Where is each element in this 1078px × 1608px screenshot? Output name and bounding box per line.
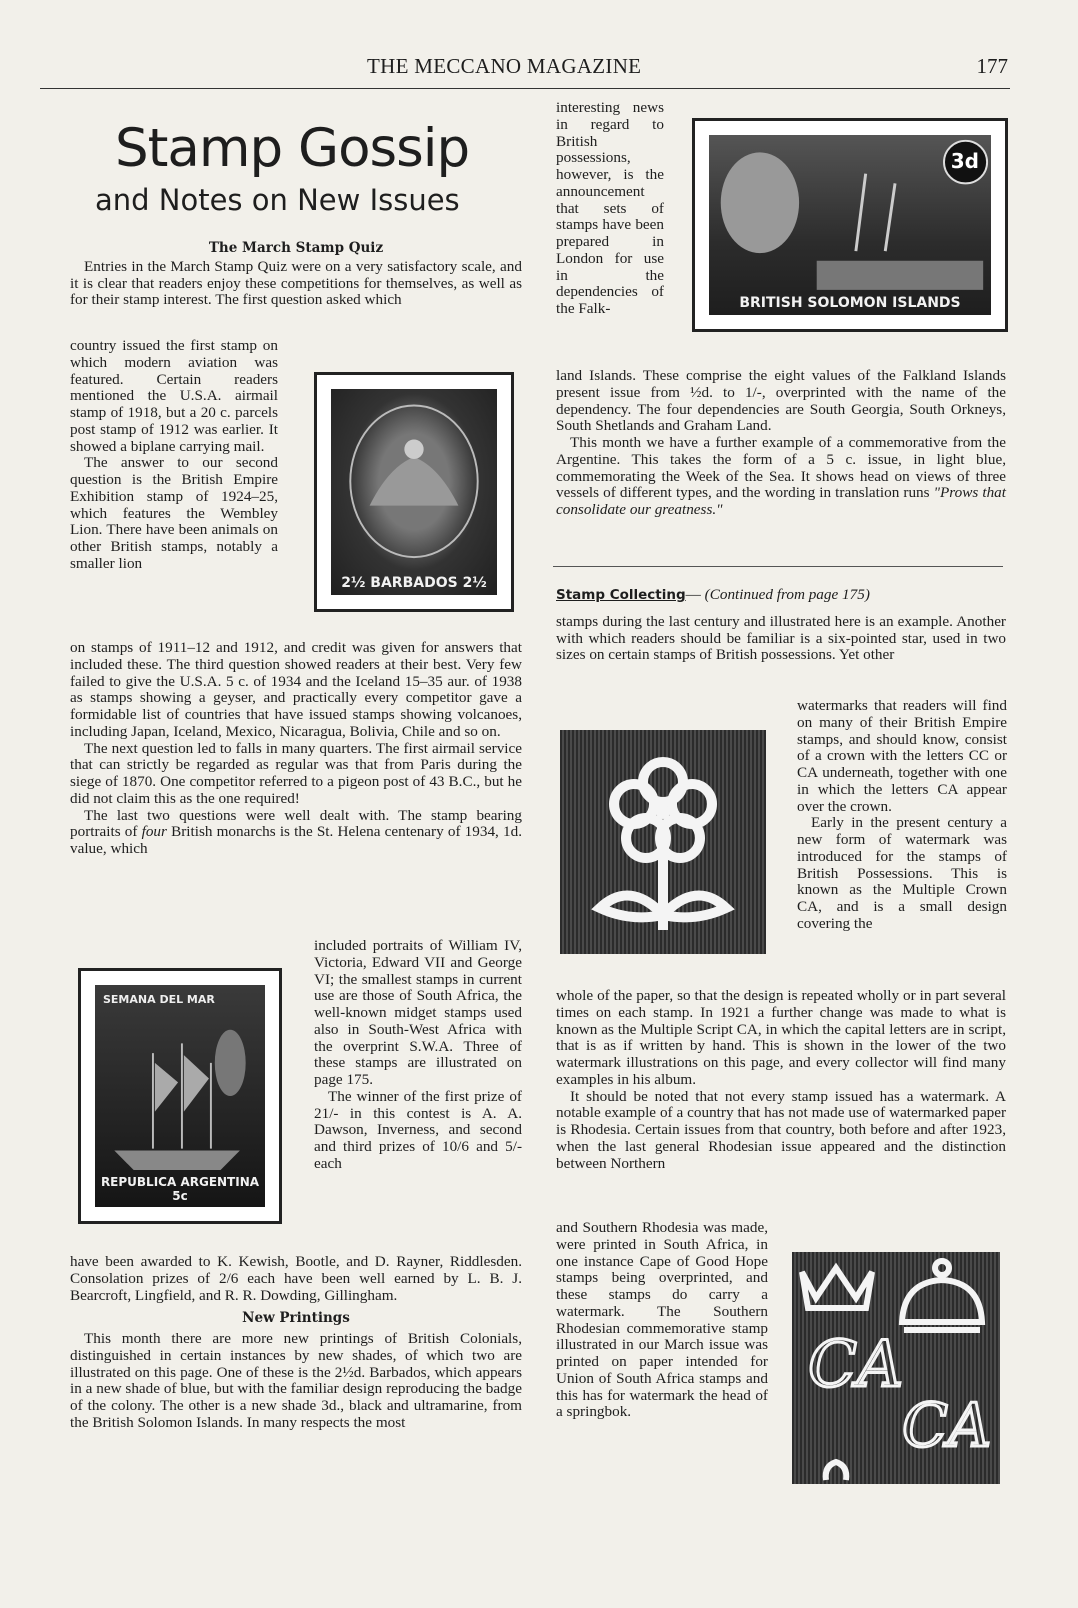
collecting-heading-line: Stamp Collecting— (Continued from page 175) <box>556 586 870 603</box>
solomon-stamp-value: 3d <box>950 149 979 173</box>
script-ca-letters: CA <box>902 1391 992 1461</box>
right-column-collecting <box>556 587 1006 664</box>
quiz-heading: The March Stamp Quiz <box>208 240 384 256</box>
left-column-wrap-2 <box>314 938 522 1173</box>
argentina-stamp-top-text: SEMANA DEL MAR <box>103 993 215 1006</box>
printings-p3-quote: "Prows that consolidate our greatness." <box>556 484 1006 518</box>
collecting-paragraph-1b: watermarks that readers will find on many of their British Empire stamps, and should know, consist of a crown with the letters CC or CA underneath, together with one in which the letters CA appear over the crown. <box>797 697 1007 815</box>
solomon-islands-illustration <box>709 135 991 315</box>
left-column-top <box>70 240 522 309</box>
crown-ca-watermark-icon <box>792 1252 1000 1484</box>
printings-heading: New Printings <box>242 1310 350 1327</box>
quiz-paragraph-3: The next question led to falls in many quarters. The first airmail service that can strictly be regarded as regular was that from Paris during the siege of 1870. One competitor referred to a pigeon post of 43 B.C., but he did not claim this as the one required! <box>70 739 522 807</box>
solomon-islands-stamp-image <box>692 118 1008 332</box>
quiz-paragraph-2b: on stamps of 1911–12 and 1912, and credit was given for answers that included these. The third question showed readers at their best. Very few failed to give the U.S.A. 5 c. of 1934 and the Iceland 15–35 aur. of 1938 as stamps showing a geyser, and practically every competitor gave a formidable list of countries that have issued stamps showing volcanoes, including Japan, Iceland, Mexico, Nicaragua, Bolivia, Chile and so on. <box>70 639 522 740</box>
crown-ca-letters: CA <box>808 1328 904 1402</box>
left-column-mid <box>70 640 522 858</box>
crown-ca-watermark-image <box>792 1252 1000 1484</box>
quiz-paragraph-2: The answer to our second question is the British Empire Exhibition stamp of 1924–25, which features the Wembley Lion. There have been animals on other British stamps, notably a smaller lion <box>70 454 278 572</box>
quiz-paragraph-5: The winner of the first prize of 21/- in this contest is A. A. Dawson, Inverness, and second and third prizes of 10/6 and 5/- each <box>314 1087 522 1172</box>
barbados-badge-illustration <box>331 389 497 595</box>
printings-paragraph-2: interesting news in regard to British possessions, however, is the announcement that sets of stamps have been prepared in London for use in the dependencies of the Falk- <box>556 99 664 317</box>
argentina-ship-illustration <box>95 985 265 1207</box>
collecting-paragraph-2: Early in the present century a new form of watermark was introduced for the stamps of British Possessions. This is known as the Multiple Crown CA, and is a small design covering the <box>797 814 1007 932</box>
argentina-stamp-label: REPUBLICA ARGENTINA 5c <box>100 1175 260 1203</box>
quiz-paragraph-4 <box>70 808 522 858</box>
quiz-p4-text-end: British monarchs is the St. Helena centenary of 1934, 1d. value, which <box>70 823 522 857</box>
printings-p3-text: This month we have a further example of a commemorative from the Argentine. This takes the form of a 5 c. issue, in light blue, commemorating the Week of the Sea. It shows head on views of three vessels of different types, and the wording in translation runs <box>556 434 1006 502</box>
column-divider <box>553 566 1003 567</box>
right-column-mid <box>556 988 1006 1172</box>
page-number: 177 <box>976 54 1008 78</box>
right-column-wrap-3 <box>556 1220 768 1421</box>
barbados-stamp-image <box>314 372 514 612</box>
left-column-bottom <box>70 1254 522 1432</box>
page-header <box>40 54 1038 84</box>
quiz-paragraph-4b: included portraits of William IV, Victoria, Edward VII and George VI; the smallest stamps in current use are those of South Africa, the well-known midget stamps used also in South-West Africa with the overprint S.W.A. Three of these stamps are illustrated on page 175. <box>314 937 522 1088</box>
argentina-stamp-image <box>78 968 282 1224</box>
quiz-p4-text: The last two questions were well dealt with. The stamp bearing portraits of <box>70 806 522 841</box>
header-rule <box>40 88 1010 89</box>
printings-paragraph-2b: land Islands. These comprise the eight values of the Falkland Islands present issue from ½d. to 1/-, overprinted with the name of the dependency. The four dependencies are South Georgia, South Orkneys, South Shetlands and Graham Land. <box>556 367 1006 435</box>
collecting-paragraph-3: It should be noted that not every stamp issued has a watermark. A notable example of a country that has not made use of watermarked paper is Rhodesia. Certain issues from that country, both before and after 1923, when the last general Rhodesian issue appeared and the distinction between Northern <box>556 1087 1006 1172</box>
barbados-stamp-label: 2½ BARBADOS 2½ <box>341 575 487 591</box>
right-column-wrap-2 <box>797 698 1007 933</box>
flower-watermark-icon <box>560 730 766 954</box>
quiz-paragraph-5b: have been awarded to K. Kewish, Bootle, and D. Rayner, Riddlesden. Consolation prizes of 2/6 each have been well earned by L. B. J. Bearcroft, Lingfield, and R. R. Dowding, Gillingham. <box>70 1253 522 1304</box>
collecting-continued: (Continued from page 175) <box>704 586 870 603</box>
collecting-paragraph-1: stamps during the last century and illustrated here is an example. Another with which readers should be familiar is a six-pointed star, used in two sizes on certain stamps of British possessions. Yet other <box>556 612 1006 664</box>
quiz-paragraph-1b: country issued the first stamp on which modern aviation was featured. Certain readers mentioned the U.S.A. airmail stamp of 1918, but a 20 c. parcels post stamp of 1912 was earlier. It showed a biplane carrying mail. <box>70 337 278 455</box>
collecting-heading: Stamp Collecting <box>556 587 686 603</box>
right-column-wrap-1 <box>556 100 664 318</box>
printings-paragraph-3 <box>556 435 1006 519</box>
collecting-paragraph-3b: and Southern Rhodesia was made, were printed in South Africa, in one instance Cape of Good Hope stamps being overprinted, and these stamps do carry a watermark. The Southern Rhodesian commemorative stamp illustrated in our March issue was printed on paper intended for Union of South Africa stamps and this has for watermark the head of a springbok. <box>556 1219 768 1421</box>
solomon-stamp-label: BRITISH SOLOMON ISLANDS <box>739 295 961 311</box>
article-subtitle: and Notes on New Issues <box>95 183 460 217</box>
printings-paragraph-1: This month there are more new printings of British Colonials, distinguished in certain instances by new shades, of which two are illustrated on this page. One of these is the 2½d. Barbados, which appears in a new shade of blue, but with the familiar design reproducing the badge of the colony. The other is a new shade 3d., black and ultramarine, from the British Solomon Islands. In many respects the most <box>70 1330 522 1431</box>
article-title: Stamp Gossip <box>115 118 470 179</box>
collecting-paragraph-2b: whole of the paper, so that the design is repeated wholly or in part several times on each stamp. In 1921 a further change was made to what is known as the Multiple Script CA, in which the capital letters are in script, that is as if written by hand. This is shown in the lower of the two watermark illustrations on this page, and every collector will find many examples in his album. <box>556 987 1006 1088</box>
quiz-paragraph-1: Entries in the March Stamp Quiz were on a very satisfactory scale, and it is clear that readers enjoy these competitions for themselves, as well as for their stamp interest. The first question asked which <box>70 257 522 309</box>
flower-watermark-image <box>560 730 766 954</box>
quiz-p4-emphasis: four <box>141 823 167 841</box>
left-column-wrap-1 <box>70 338 278 573</box>
magazine-title: THE MECCANO MAGAZINE <box>367 54 642 78</box>
right-column-top <box>556 368 1006 519</box>
